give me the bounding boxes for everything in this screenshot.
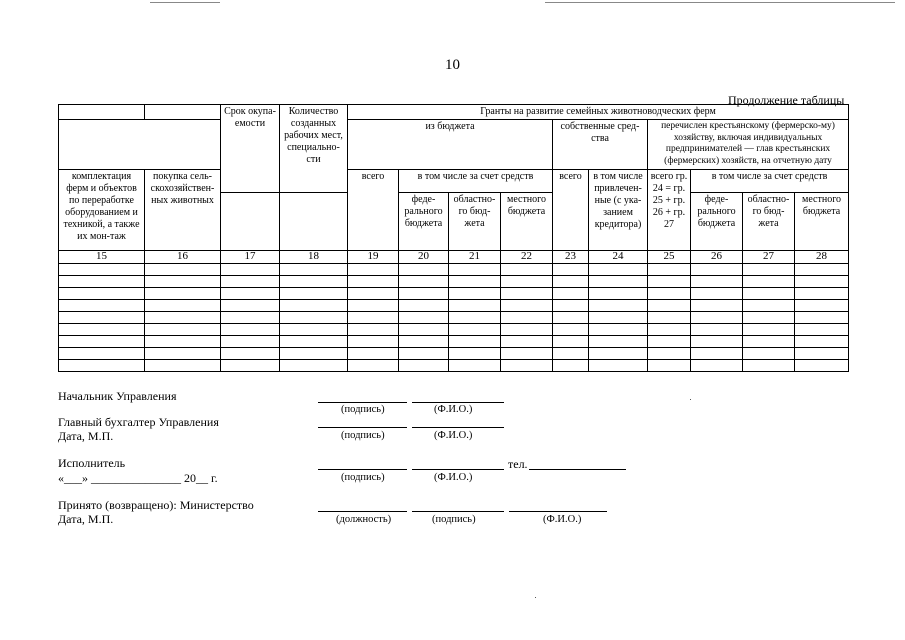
table-cell	[59, 312, 145, 324]
table-cell	[348, 276, 399, 288]
table-cell	[795, 324, 849, 336]
table-cell	[589, 324, 648, 336]
table-cell	[280, 312, 348, 324]
sign-line	[412, 511, 504, 512]
executor-label: Исполнитель	[58, 456, 126, 470]
header-loc-2: местного бюджета	[795, 192, 849, 251]
caption-fio: (Ф.И.О.)	[434, 472, 473, 483]
table-cell	[449, 312, 501, 324]
table-cell	[501, 288, 553, 300]
table-cell	[145, 324, 221, 336]
caption-position: (должность)	[336, 514, 392, 525]
header-own-funds: собственные сред-ства	[553, 120, 648, 170]
header-animals: покупка сель-скохозяйствен-ных животных	[145, 170, 221, 251]
column-number-cell: 15	[59, 251, 145, 264]
table-cell	[553, 276, 589, 288]
table-cell	[348, 360, 399, 372]
empty-header-cell	[221, 192, 280, 251]
scan-speck	[690, 399, 691, 400]
column-number-cell: 19	[348, 251, 399, 264]
table-cell	[501, 348, 553, 360]
table-cell	[589, 288, 648, 300]
caption-fio: (Ф.И.О.)	[434, 404, 473, 415]
column-number-cell: 20	[399, 251, 449, 264]
table-cell	[221, 264, 280, 276]
header-row-1	[59, 105, 849, 120]
column-number-cell: 24	[589, 251, 648, 264]
caption-signature: (подпись)	[432, 514, 476, 525]
table-cell	[145, 348, 221, 360]
table-cell	[743, 312, 795, 324]
table-cell	[795, 312, 849, 324]
table-cell	[280, 264, 348, 276]
date-line: «___» _______________ 20__ г.	[58, 471, 218, 485]
table-cell	[449, 336, 501, 348]
table-row	[59, 300, 849, 312]
header-payback: Срок окупа-емости	[221, 105, 280, 193]
table-cell	[501, 276, 553, 288]
accepted-label: Принято (возвращено): Министерство	[58, 498, 254, 512]
table-cell	[221, 360, 280, 372]
table-cell	[589, 348, 648, 360]
table-cell	[553, 264, 589, 276]
table-cell	[691, 360, 743, 372]
header-incl-own: в том числе привлечен-ные (с ука-занием кредитора)	[589, 170, 648, 251]
table-cell	[648, 276, 691, 288]
table-cell	[280, 276, 348, 288]
table-cell	[795, 360, 849, 372]
table-row	[59, 324, 849, 336]
table-cell	[795, 288, 849, 300]
header-total-3: всего гр. 24 = гр. 25 + гр. 26 + гр. 27	[648, 170, 691, 251]
table-cell	[280, 348, 348, 360]
table-cell	[348, 288, 399, 300]
table-cell	[589, 360, 648, 372]
table-cell	[348, 324, 399, 336]
table-cell	[553, 348, 589, 360]
column-number-cell: 28	[795, 251, 849, 264]
table-cell	[348, 312, 399, 324]
header-grants: Гранты на развитие семейных животноводческих ферм	[348, 105, 849, 120]
header-reg-2: областно-го бюд-жета	[743, 192, 795, 251]
date-stamp-label: Дата, М.П.	[58, 512, 114, 526]
table-cell	[59, 288, 145, 300]
table-cell	[795, 300, 849, 312]
tel-line	[529, 469, 626, 470]
table-cell	[553, 360, 589, 372]
table-cell	[449, 300, 501, 312]
empty-header-cell	[280, 192, 348, 251]
table-cell	[795, 276, 849, 288]
table-row	[59, 312, 849, 324]
table-cell	[145, 336, 221, 348]
table-cell	[589, 312, 648, 324]
header-fed-2: феде-рального бюджета	[691, 192, 743, 251]
table-cell	[743, 348, 795, 360]
table-cell	[399, 288, 449, 300]
top-rule-right	[545, 2, 895, 3]
table-cell	[449, 288, 501, 300]
column-number-cell: 18	[280, 251, 348, 264]
table-cell	[59, 348, 145, 360]
fio-line	[412, 427, 504, 428]
header-incl-2: в том числе за счет средств	[691, 170, 849, 193]
table-cell	[449, 348, 501, 360]
sign-line	[318, 427, 407, 428]
table-cell	[743, 276, 795, 288]
table-cell	[449, 360, 501, 372]
date-stamp-label: Дата, М.П.	[58, 429, 114, 443]
fio-line	[412, 469, 504, 470]
table-cell	[221, 312, 280, 324]
fio-line	[509, 511, 607, 512]
table-cell	[553, 324, 589, 336]
column-number-cell: 27	[743, 251, 795, 264]
caption-fio: (Ф.И.О.)	[434, 430, 473, 441]
table-cell	[449, 276, 501, 288]
header-jobs: Количество созданных рабочих мест, специально-сти	[280, 105, 348, 193]
empty-header-cell	[145, 105, 221, 120]
table-cell	[145, 276, 221, 288]
tel-label: тел.	[508, 457, 528, 471]
table-cell	[399, 336, 449, 348]
table-cell	[743, 264, 795, 276]
table-cell	[691, 348, 743, 360]
table-cell	[449, 324, 501, 336]
column-number-cell: 17	[221, 251, 280, 264]
header-total-1: всего	[348, 170, 399, 251]
table-cell	[691, 336, 743, 348]
table-cell	[743, 300, 795, 312]
table-cell	[501, 300, 553, 312]
sign-line	[318, 402, 407, 403]
table-cell	[221, 348, 280, 360]
header-row-2	[59, 120, 849, 170]
table-cell	[589, 276, 648, 288]
table-cell	[280, 336, 348, 348]
table-cell	[348, 336, 399, 348]
table-cell	[743, 360, 795, 372]
table-cell	[648, 288, 691, 300]
table-cell	[743, 288, 795, 300]
header-total-2: всего	[553, 170, 589, 251]
empty-header-cell	[59, 105, 145, 120]
table-cell	[399, 324, 449, 336]
table-cell	[691, 312, 743, 324]
table-row	[59, 360, 849, 372]
table-cell	[501, 264, 553, 276]
table-cell	[553, 336, 589, 348]
table-cell	[795, 336, 849, 348]
table-cell	[399, 276, 449, 288]
table-cell	[501, 360, 553, 372]
header-equipment: комплектация ферм и объектов по переработке оборудованием и техникой, а также их мон-таж	[59, 170, 145, 251]
table-cell	[691, 264, 743, 276]
table-cell	[399, 300, 449, 312]
table-cell	[501, 336, 553, 348]
table-cell	[59, 300, 145, 312]
table-cell	[553, 288, 589, 300]
table-cell	[691, 288, 743, 300]
grants-table	[58, 104, 849, 372]
table-cell	[59, 264, 145, 276]
table-cell	[449, 264, 501, 276]
empty-header-cell	[59, 120, 221, 170]
table-cell	[280, 324, 348, 336]
table-cell	[553, 300, 589, 312]
table-cell	[399, 312, 449, 324]
table-cell	[795, 264, 849, 276]
column-number-cell: 16	[145, 251, 221, 264]
table-cell	[589, 264, 648, 276]
table-row	[59, 348, 849, 360]
sign-line	[318, 469, 407, 470]
table-cell	[221, 276, 280, 288]
continuation-label: Продолжение таблицы	[728, 93, 845, 107]
table-cell	[280, 300, 348, 312]
table-cell	[691, 300, 743, 312]
header-transferred: перечислен крестьянскому (фермерско-му) хозяйству, включая индивидуальных предпринимателей — глав крестьянских (фермерских) хозяйств, на отчетную дату	[648, 120, 849, 170]
header-reg-1: областно-го бюд-жета	[449, 192, 501, 251]
table-cell	[648, 348, 691, 360]
table-cell	[145, 264, 221, 276]
chief-accountant-label: Главный бухгалтер Управления	[58, 415, 219, 429]
table-cell	[221, 336, 280, 348]
caption-fio: (Ф.И.О.)	[543, 514, 582, 525]
table-cell	[648, 264, 691, 276]
table-cell	[691, 324, 743, 336]
header-incl-1: в том числе за счет средств	[399, 170, 553, 193]
table-cell	[648, 300, 691, 312]
page-number: 10	[445, 57, 460, 73]
table-cell	[501, 324, 553, 336]
table-cell	[743, 336, 795, 348]
table-row	[59, 276, 849, 288]
table-cell	[145, 312, 221, 324]
table-cell	[648, 360, 691, 372]
scan-speck	[535, 597, 536, 598]
table-cell	[691, 276, 743, 288]
header-loc-1: местного бюджета	[501, 192, 553, 251]
column-number-row	[59, 251, 849, 264]
position-line	[318, 511, 407, 512]
column-number-cell: 23	[553, 251, 589, 264]
table-row	[59, 288, 849, 300]
table-cell	[145, 300, 221, 312]
table-cell	[501, 312, 553, 324]
table-cell	[399, 348, 449, 360]
table-cell	[145, 360, 221, 372]
table-cell	[589, 336, 648, 348]
caption-signature: (подпись)	[341, 404, 385, 415]
table-cell	[553, 312, 589, 324]
table-cell	[795, 348, 849, 360]
caption-signature: (подпись)	[341, 472, 385, 483]
column-number-cell: 22	[501, 251, 553, 264]
table-cell	[348, 348, 399, 360]
caption-signature: (подпись)	[341, 430, 385, 441]
top-rule-left	[150, 2, 220, 3]
header-row-3	[59, 170, 849, 193]
table-cell	[59, 276, 145, 288]
table-cell	[221, 300, 280, 312]
table-cell	[399, 360, 449, 372]
column-number-cell: 26	[691, 251, 743, 264]
column-number-cell: 25	[648, 251, 691, 264]
table-cell	[589, 300, 648, 312]
header-from-budget: из бюджета	[348, 120, 553, 170]
table-cell	[59, 360, 145, 372]
table-row	[59, 264, 849, 276]
table-cell	[648, 312, 691, 324]
fio-line	[412, 402, 504, 403]
table-cell	[348, 264, 399, 276]
table-cell	[348, 300, 399, 312]
table-cell	[280, 360, 348, 372]
table-cell	[648, 336, 691, 348]
column-number-cell: 21	[449, 251, 501, 264]
table-cell	[59, 336, 145, 348]
table-cell	[399, 264, 449, 276]
table-cell	[743, 324, 795, 336]
table-cell	[59, 324, 145, 336]
table-cell	[648, 324, 691, 336]
table-cell	[221, 288, 280, 300]
table-cell	[280, 288, 348, 300]
table-cell	[221, 324, 280, 336]
table-row	[59, 336, 849, 348]
head-of-department-label: Начальник Управления	[58, 389, 177, 403]
table-cell	[145, 288, 221, 300]
header-fed-1: феде-рального бюджета	[399, 192, 449, 251]
